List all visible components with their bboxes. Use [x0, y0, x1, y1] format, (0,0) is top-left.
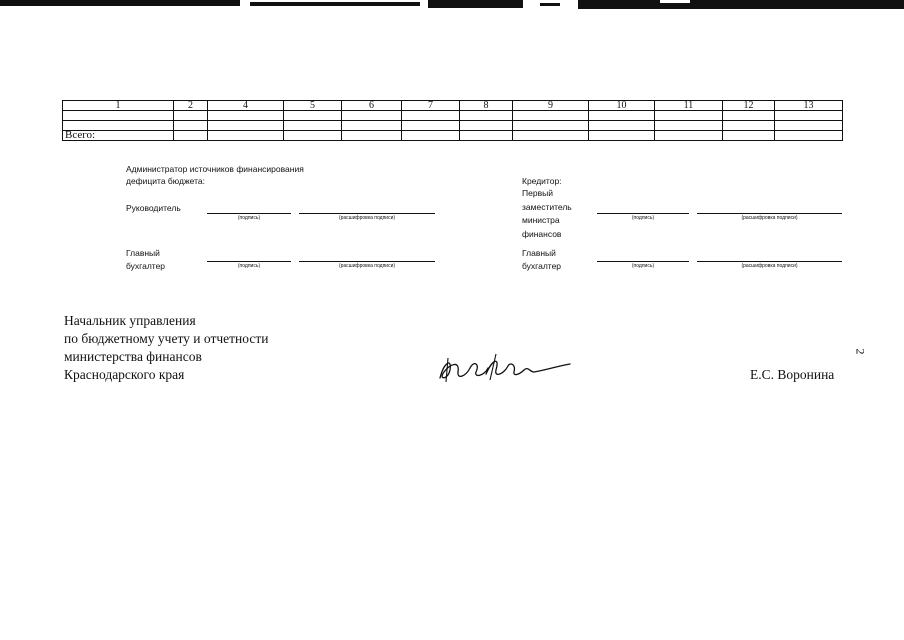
- administrator-title-line1: Администратор источников финансирования: [126, 164, 304, 174]
- head-label: Руководитель: [126, 203, 181, 213]
- creditor-title: Кредитор:: [522, 176, 562, 186]
- column-header: 2: [174, 101, 208, 111]
- table-total-row: [63, 131, 843, 141]
- creditor-accountant-label-line1: Главный: [522, 248, 556, 258]
- table-header-row: [63, 101, 843, 111]
- decode-caption: (расшифровка подписи): [741, 215, 798, 221]
- column-header: 4: [208, 101, 284, 111]
- column-header: 8: [460, 101, 513, 111]
- report-table: [62, 100, 843, 141]
- signature-caption: (подпись): [237, 215, 261, 221]
- column-header: 7: [402, 101, 460, 111]
- position-line1: Начальник управления: [64, 313, 196, 328]
- head-decode-line: [299, 213, 435, 214]
- decode-caption: (расшифровка подписи): [338, 215, 396, 221]
- deputy-signature-line: [597, 213, 689, 214]
- creditor-accountant-label-line2: бухгалтер: [522, 261, 562, 271]
- column-header: 12: [723, 101, 775, 111]
- decode-caption: (расшифровка подписи): [338, 263, 396, 269]
- column-header: 13: [775, 101, 843, 111]
- accountant-decode-line: [299, 261, 435, 262]
- table-row: [63, 111, 843, 121]
- total-label: Всего:: [63, 131, 174, 141]
- table-row: [63, 121, 843, 131]
- position-line3: министерства финансов: [64, 349, 202, 364]
- scan-edge-artifact: [0, 0, 904, 12]
- deputy-line2: заместитель: [522, 202, 572, 212]
- creditor-accountant-signature-line: [597, 261, 689, 262]
- accountant-signature-line: [207, 261, 291, 262]
- signature-caption: (подпись): [237, 263, 261, 269]
- column-header: 10: [589, 101, 655, 111]
- head-signature-line: [207, 213, 291, 214]
- column-header: 1: [63, 101, 174, 111]
- column-header: 11: [655, 101, 723, 111]
- position-line4: Краснодарского края: [64, 367, 185, 382]
- deputy-line1: Первый: [522, 188, 553, 198]
- accountant-label-line2: бухгалтер: [126, 261, 166, 271]
- administrator-title-line2: дефицита бюджета:: [126, 176, 205, 186]
- decode-caption: (расшифровка подписи): [741, 263, 798, 269]
- deputy-decode-line: [697, 213, 842, 214]
- signer-name: Е.С. Воронина: [750, 367, 835, 382]
- signature-caption: (подпись): [631, 215, 655, 221]
- creditor-accountant-decode-line: [697, 261, 842, 262]
- deputy-line4: финансов: [522, 229, 562, 239]
- deputy-line3: министра: [522, 215, 560, 225]
- handwritten-signature: [430, 350, 580, 386]
- column-header: 9: [513, 101, 589, 111]
- signature-caption: (подпись): [631, 263, 655, 269]
- position-line2: по бюджетному учету и отчетности: [64, 331, 269, 346]
- page-number: 2: [853, 348, 868, 355]
- column-header: 6: [342, 101, 402, 111]
- column-header: 5: [284, 101, 342, 111]
- accountant-label-line1: Главный: [126, 248, 160, 258]
